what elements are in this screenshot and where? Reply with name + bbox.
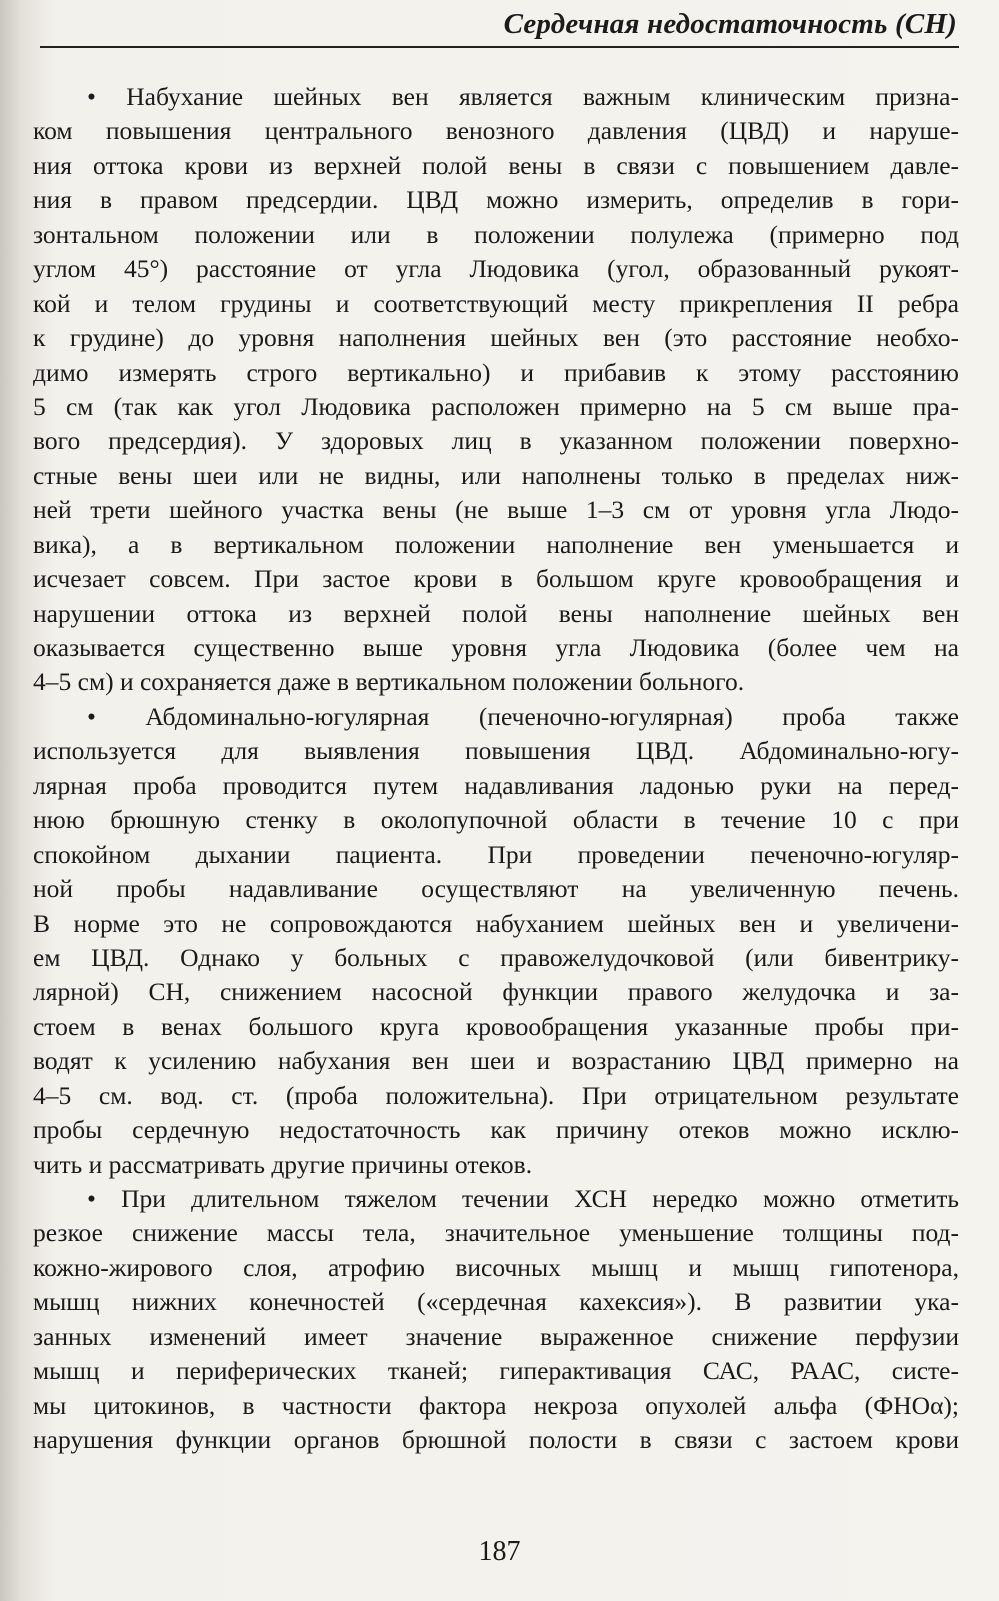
text-line: • Абдоминально-югулярная (печеночно-югулярная) проба также [87,701,959,731]
text-line: спокойном дыхании пациента. При проведении печеночно-югуляр- [33,839,959,869]
text-line: нарушения функции органов брюшной полости в связи с застоем крови [33,1425,959,1455]
text-line: 4–5 см) и сохраняется даже в вертикальном положении больного. [33,667,745,697]
text-line: вого предсердия). У здоровых лиц в указанном положении поверхно- [33,426,959,456]
text-line: зонтальном положении или в положении полулежа (примерно под [33,219,959,249]
text-line: пробы сердечную недостаточность как причину отеков можно исклю- [33,1115,959,1145]
text-line: к грудине) до уровня наполнения шейных вен (это расстояние необхо- [33,323,959,353]
text-line: лярной) СН, снижением насосной функции правого желудочка и за- [33,977,959,1007]
text-line: димо измерять строго вертикально) и прибавив к этому расстоянию [33,357,959,387]
text-line: оказывается существенно выше уровня угла Людовика (более чем на [33,633,959,662]
page-number: 187 [478,1536,521,1567]
running-head: Сердечная недостаточность (СН) [503,8,957,40]
text-line: стные вены шеи или не видны, или наполнены только в пределах ниж- [33,460,959,490]
text-line: 5 см (так как угол Людовика расположен примерно на 5 см выше пра- [33,391,959,421]
text-line: мышц и периферических тканей; гиперактивация САС, РААС, систе- [33,1356,959,1386]
text-line: исчезает совсем. При застое крови в большом круге кровообращения и [33,564,959,594]
text-line: стоем в венах большого круга кровообращения указанные пробы при- [33,1011,959,1041]
text-line: кожно-жирового слоя, атрофию височных мышц и мышц гипотенора, [33,1252,959,1282]
text-line: В норме это не сопровождаются набуханием шейных вен и увеличени- [33,908,959,938]
text-line: резкое снижение массы тела, значительное уменьшение толщины под- [33,1218,959,1248]
text-line: водят к усилению набухания вен шеи и возрастанию ЦВД примерно на [33,1046,959,1076]
text-line: мы цитокинов, в частности фактора некроза опухолей альфа (ФНОα); [33,1390,959,1420]
text-line: мышц нижних конечностей («сердечная кахексия»). В развитии ука- [33,1287,959,1317]
header-rule [40,46,959,48]
text-line: кой и телом грудины и соответствующий месту прикрепления II ребра [33,288,959,318]
text-line: 4–5 см. вод. ст. (проба положительна). При отрицательном результате [33,1080,959,1110]
body-text [33,80,959,1458]
text-line: • При длительном тяжелом течении ХСН нередко можно отметить [87,1184,959,1213]
text-line: ней трети шейного участка вены (не выше 1–3 см от уровня угла Людо- [33,495,959,525]
text-line: нюю брюшную стенку в околопупочной области в течение 10 с при [33,805,959,835]
text-line: ния в правом предсердии. ЦВД можно измерить, определив в гори- [33,185,959,215]
text-line: используется для выявления повышения ЦВД. Абдоминально-югу- [33,736,959,766]
text-line: ком повышения центрального венозного давления (ЦВД) и наруше- [33,116,959,146]
text-line: ной пробы надавливание осуществляют на увеличенную печень. [33,874,959,904]
text-line: чить и рассматривать другие причины отеков. [33,1149,533,1179]
text-line: ния оттока крови из верхней полой вены в связи с повышением давле- [33,150,959,180]
text-line: углом 45°) расстояние от угла Людовика (угол, образованный рукоят- [33,254,959,284]
text-line: нарушении оттока из верхней полой вены наполнение шейных вен [33,598,959,628]
text-line: вика), а в вертикальном положении наполнение вен уменьшается и [33,529,959,559]
text-line: • Набухание шейных вен является важным клиническим призна- [87,82,959,111]
text-line: занных изменений имеет значение выраженное снижение перфузии [33,1321,959,1351]
text-line: ем ЦВД. Однако у больных с правожелудочковой (или бивентрику- [33,942,959,972]
text-line: лярная проба проводится путем надавливания ладонью руки на перед- [33,770,959,800]
